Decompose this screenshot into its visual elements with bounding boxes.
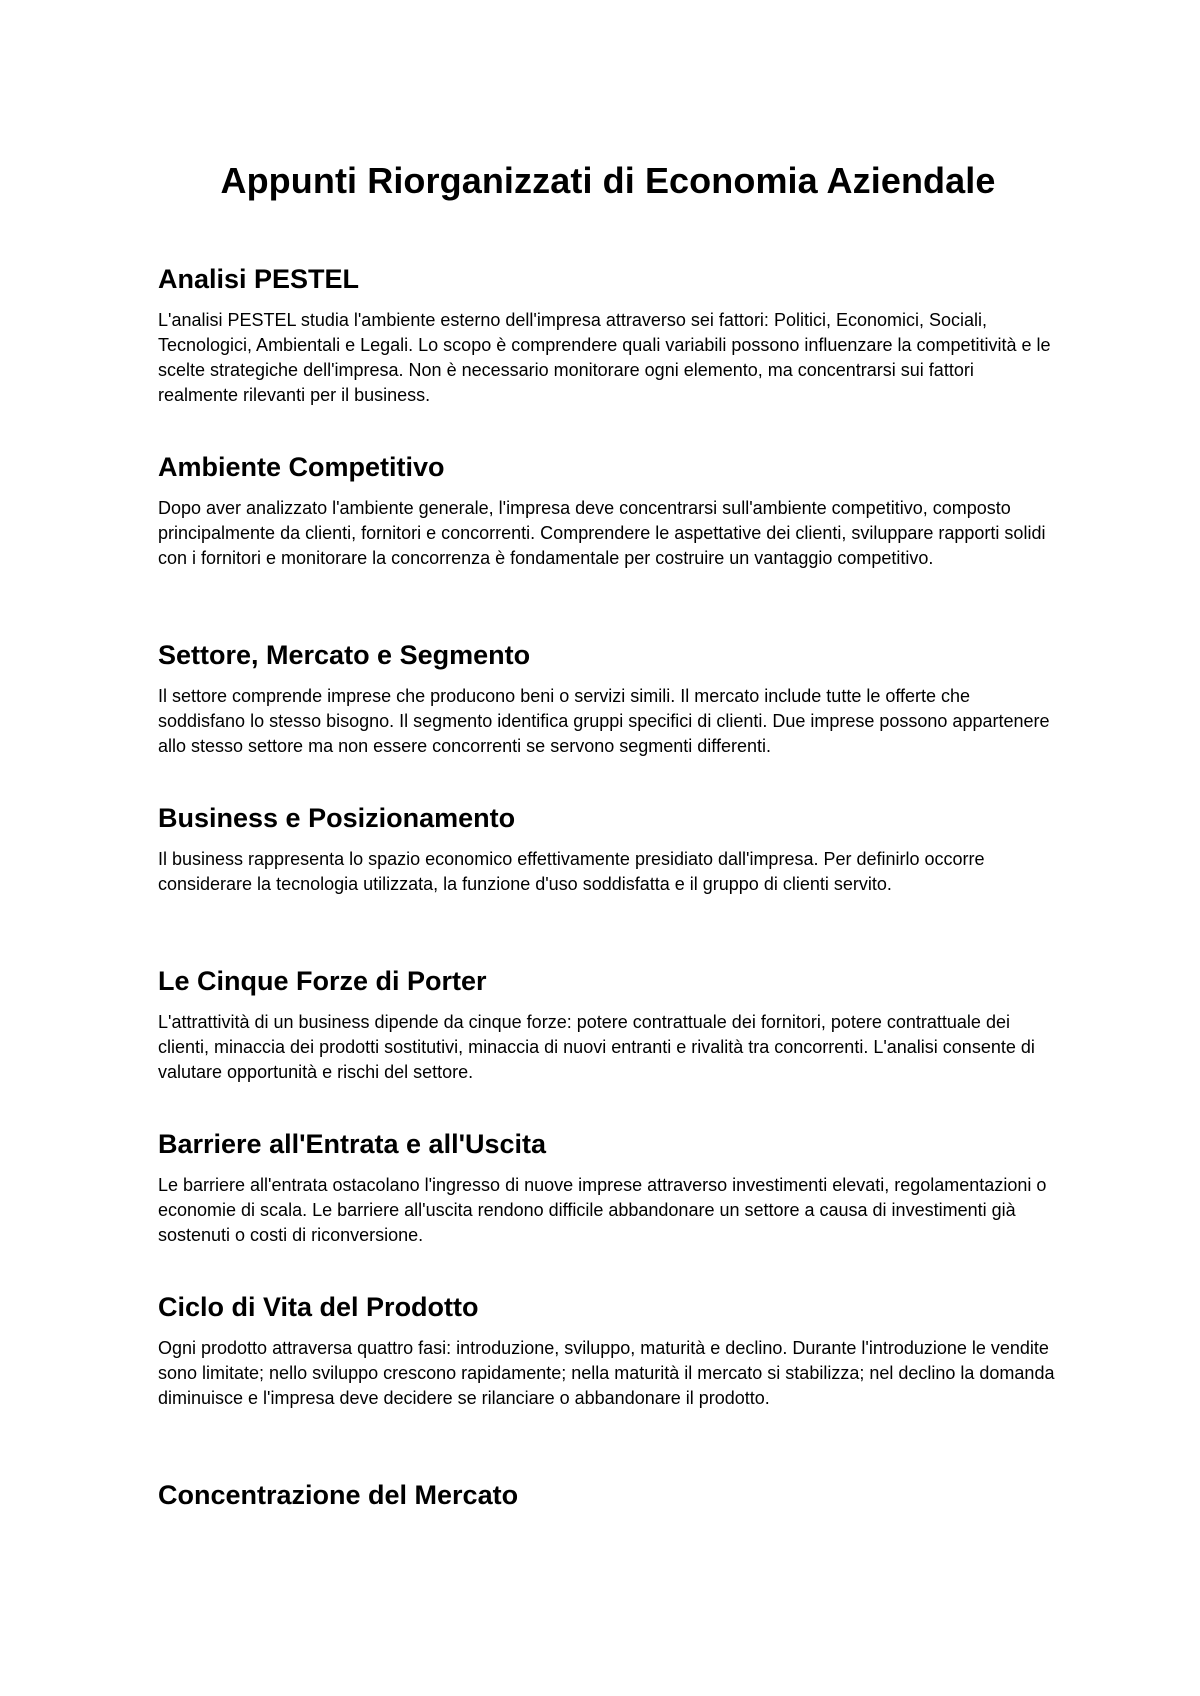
section-heading: Ambiente Competitivo bbox=[158, 452, 445, 482]
section-ambiente-competitivo bbox=[158, 450, 1058, 571]
section-heading: Ciclo di Vita del Prodotto bbox=[158, 1292, 479, 1322]
section-ciclo-vita-prodotto bbox=[158, 1290, 1058, 1411]
section-heading: Concentrazione del Mercato bbox=[158, 1480, 519, 1510]
section-heading: Analisi PESTEL bbox=[158, 264, 360, 294]
section-concentrazione-mercato bbox=[158, 1478, 1058, 1512]
section-heading: Barriere all'Entrata e all'Uscita bbox=[158, 1129, 547, 1159]
document-title: Appunti Riorganizzati di Economia Aziendale bbox=[220, 160, 996, 201]
section-settore-mercato-segmento bbox=[158, 638, 1058, 759]
section-heading: Settore, Mercato e Segmento bbox=[158, 640, 531, 670]
section-heading: Le Cinque Forze di Porter bbox=[158, 966, 487, 996]
section-body: Ogni prodotto attraversa quattro fasi: introduzione, sviluppo, maturità e declino. Durante l'introduzione le vendite sono limitate; nello sviluppo crescono rapidamente; nella maturità il mercato si stabilizza; nel declino la domanda diminuisce e l'impresa deve decidere se rilanciare o abbandonare il prodotto. bbox=[158, 1338, 1055, 1408]
section-body: L'attrattività di un business dipende da cinque forze: potere contrattuale dei fornitori, potere contrattuale dei clienti, minaccia dei prodotti sostitutivi, minaccia di nuovi entranti e rivalità tra concorrenti. L'analisi consente di valutare opportunità e rischi del settore. bbox=[158, 1012, 1035, 1082]
section-heading: Business e Posizionamento bbox=[158, 803, 516, 833]
section-barriere bbox=[158, 1127, 1058, 1248]
section-body: L'analisi PESTEL studia l'ambiente esterno dell'impresa attraverso sei fattori: Politici, Economici, Sociali, Tecnologici, Ambientali e Legali. Lo scopo è comprendere quali variabili possono influenzare la competitività e le scelte strategiche dell'impresa. Non è necessario monitorare ogni elemento, ma concentrarsi sui fattori realmente rilevanti per il business. bbox=[158, 310, 1051, 405]
section-cinque-forze-porter bbox=[158, 964, 1058, 1085]
section-body: Le barriere all'entrata ostacolano l'ingresso di nuove imprese attraverso investimenti elevati, regolamentazioni o economie di scala. Le barriere all'uscita rendono difficile abbandonare un settore a causa di investimenti già sostenuti o costi di riconversione. bbox=[158, 1175, 1047, 1245]
section-pestel bbox=[158, 262, 1058, 408]
section-body: Dopo aver analizzato l'ambiente generale, l'impresa deve concentrarsi sull'ambiente competitivo, composto principalmente da clienti, fornitori e concorrenti. Comprendere le aspettative dei clienti, sviluppare rapporti solidi con i fornitori e monitorare la concorrenza è fondamentale per costruire un vantaggio competitivo. bbox=[158, 498, 1046, 568]
section-body: Il settore comprende imprese che producono beni o servizi simili. Il mercato include tutte le offerte che soddisfano lo stesso bisogno. Il segmento identifica gruppi specifici di clienti. Due imprese possono appartenere allo stesso settore ma non essere concorrenti se servono segmenti differenti. bbox=[158, 686, 1050, 756]
section-business-posizionamento bbox=[158, 801, 1058, 897]
section-body: Il business rappresenta lo spazio economico effettivamente presidiato dall'impresa. Per definirlo occorre considerare la tecnologia utilizzata, la funzione d'uso soddisfatta e il gruppo di clienti servito. bbox=[158, 849, 985, 894]
